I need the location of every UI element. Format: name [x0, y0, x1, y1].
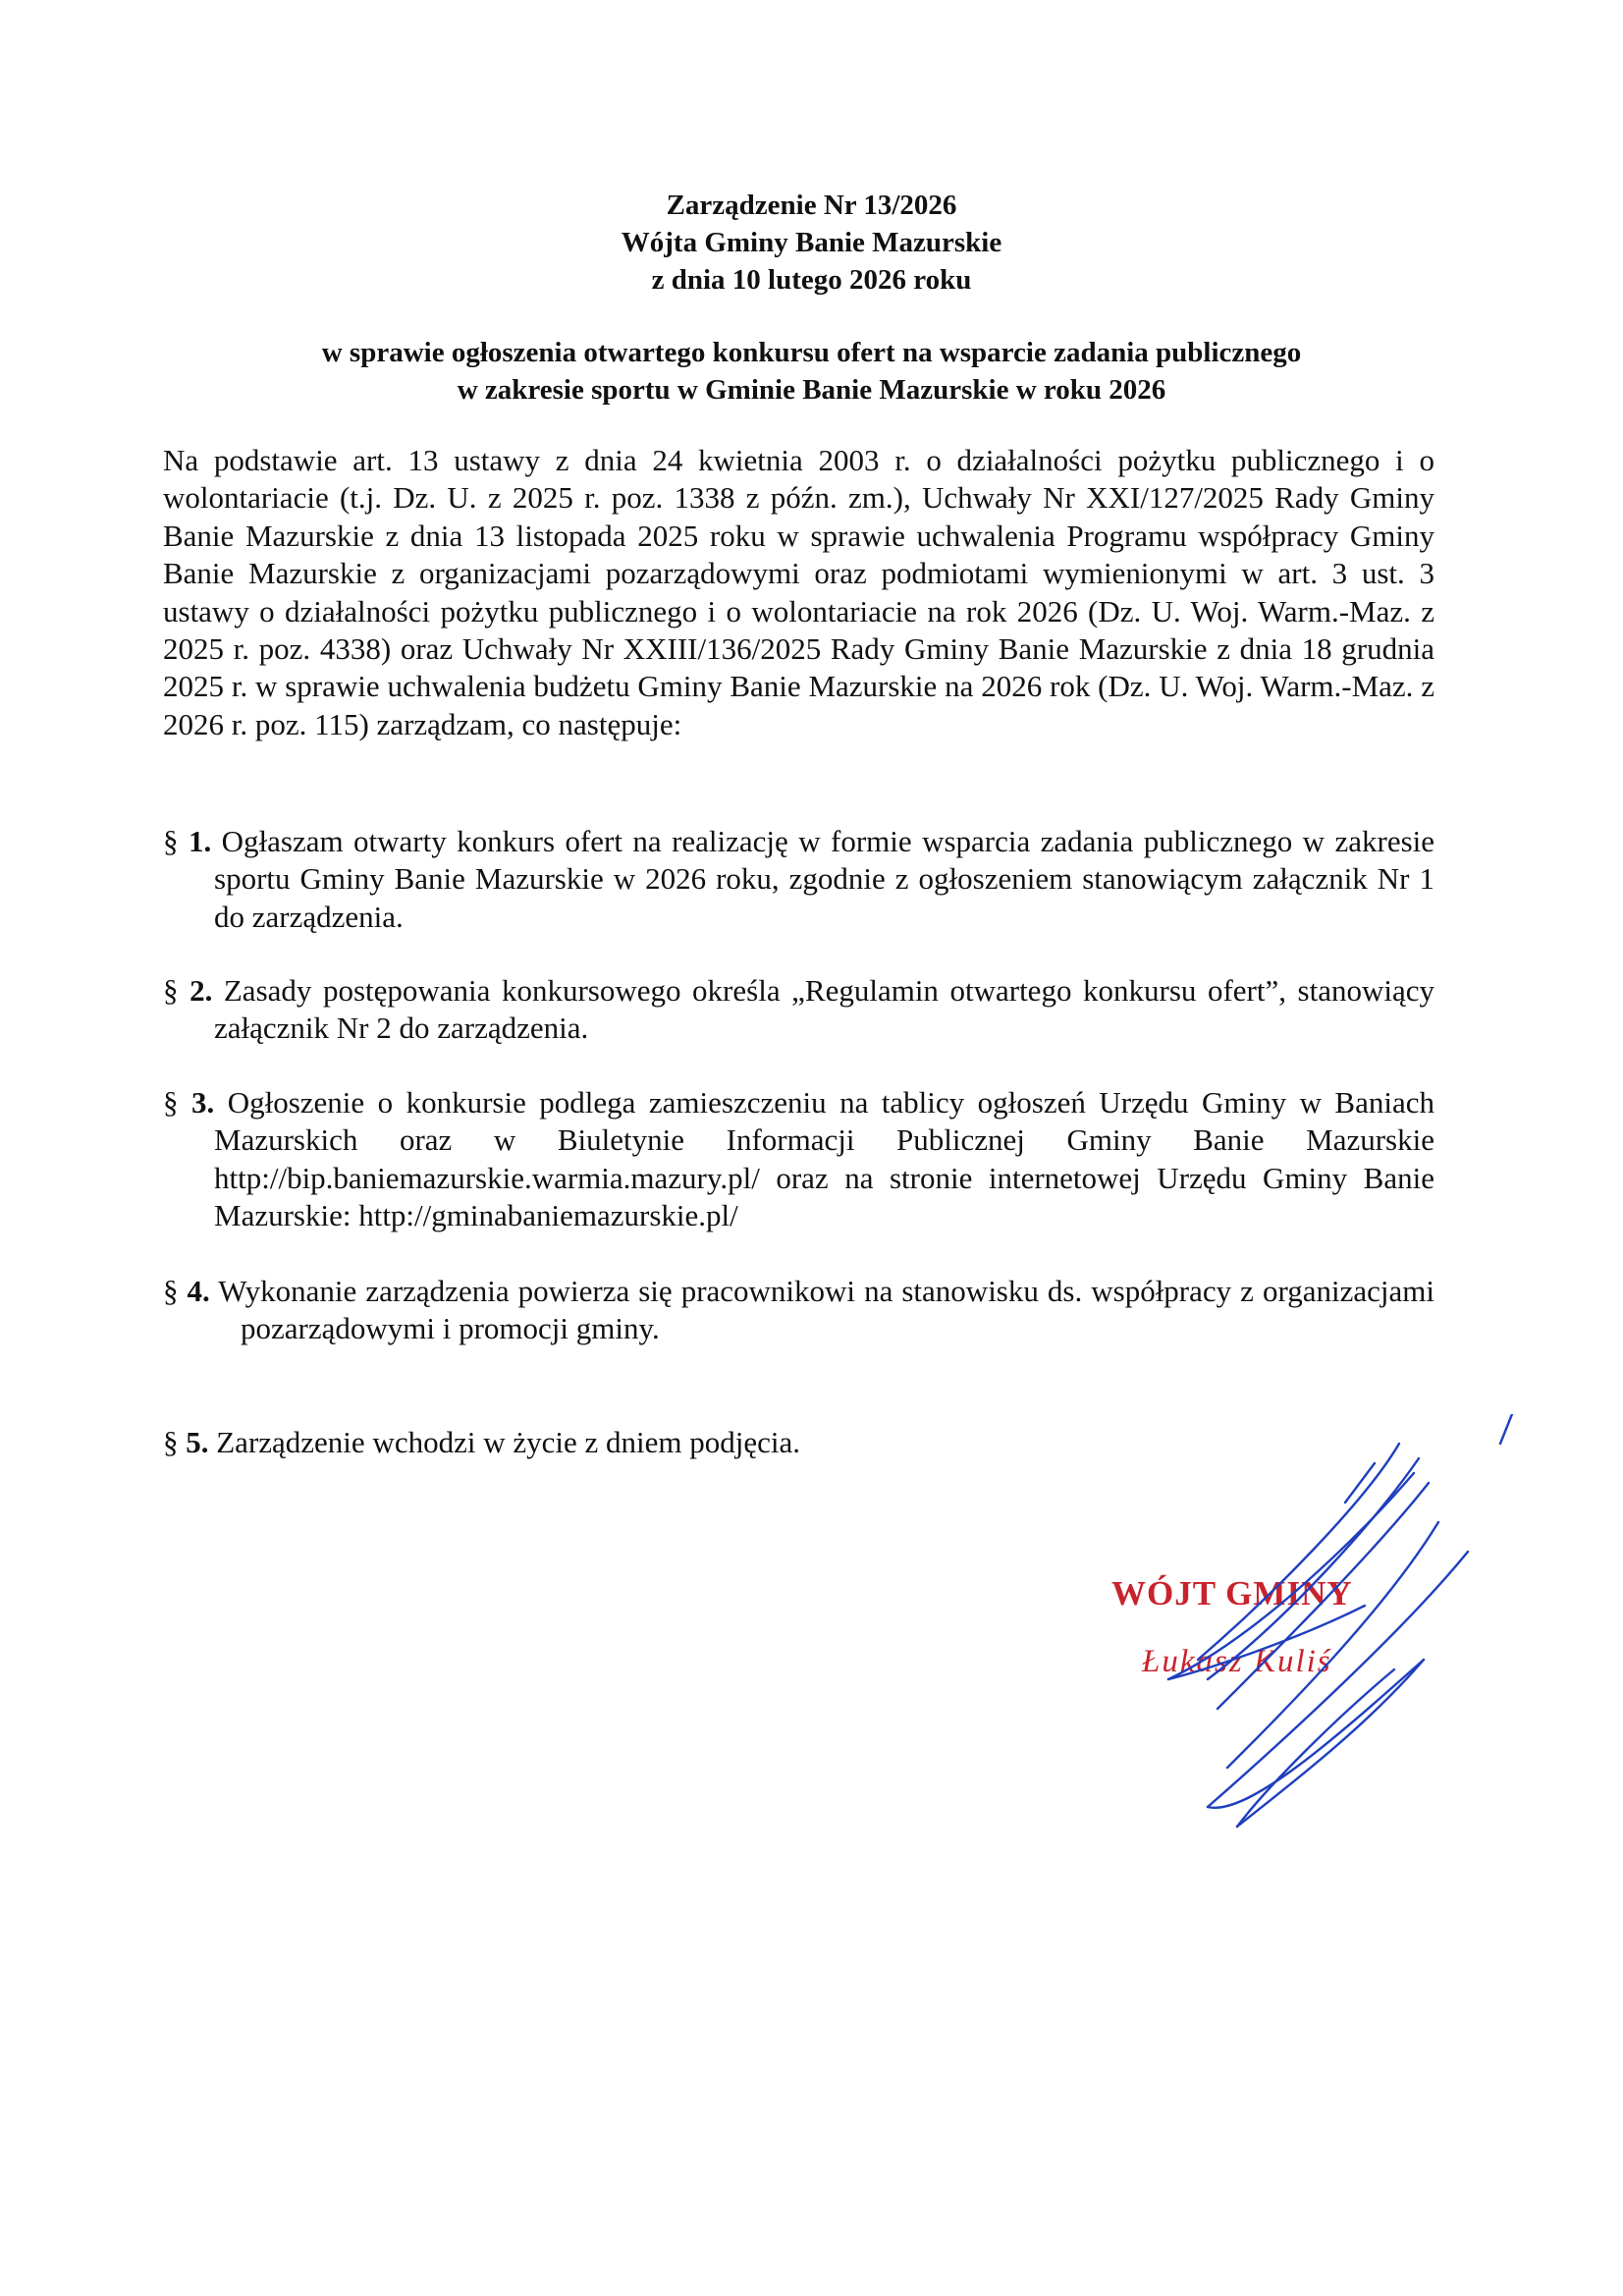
paragraph-4 — [163, 1273, 1434, 1348]
section-symbol: § — [163, 1085, 179, 1120]
legal-basis-preamble: Na podstawie art. 13 ustawy z dnia 24 kwietnia 2003 r. o działalności pożytku publicznego i o wolontariacie (t.j. Dz. U. z 2025 r. poz. 1338 z późn. zm.), Uchwały Nr XXI/127/2025 Rady Gminy Banie Mazurskie z dnia 13 listopada 2025 roku w sprawie uchwalenia Programu współpracy Gminy Banie Mazurskie z organizacjami pozarządowymi oraz podmiotami wymienionymi w art. 3 ust. 3 ustawy o działalności pożytku publicznego i o wolontariacie na rok 2026 (Dz. U. Woj. Warm.-Maz. z 2025 r. poz. 4338) oraz Uchwały Nr XXIII/136/2025 Rady Gminy Banie Mazurskie z dnia 18 grudnia 2025 r. w sprawie uchwalenia budżetu Gminy Banie Mazurskie na 2026 rok (Dz. U. Woj. Warm.-Maz. z 2026 r. poz. 115) zarządzam, co następuje: — [163, 443, 1434, 741]
paragraph-3 — [163, 1084, 1434, 1235]
paragraph-4-body — [163, 1273, 1434, 1348]
official-stamp-title: WÓJT GMINY — [1111, 1574, 1353, 1613]
paragraph-2-body — [163, 972, 1434, 1048]
handwritten-signature — [1041, 1414, 1551, 1886]
paragraph-text: Wykonanie zarządzenia powierza się pracownikowi na stanowisku ds. współpracy z organizacjami pozarządowymi i promocji gminy. — [218, 1274, 1434, 1346]
ordinance-subject — [0, 334, 1623, 409]
subject-line-2: w zakresie sportu w Gminie Banie Mazurskie w roku 2026 — [457, 374, 1166, 406]
section-symbol: § — [163, 1274, 179, 1308]
paragraph-3-body — [163, 1084, 1434, 1235]
ordinance-date: z dnia 10 lutego 2026 roku — [651, 264, 972, 296]
issuing-authority: Wójta Gminy Banie Mazurskie — [621, 227, 1002, 258]
paragraph-text: Zasady postępowania konkursowego określa „Regulamin otwartego konkursu ofert”, stanowiący załącznik Nr 2 do zarządzenia. — [214, 973, 1434, 1046]
official-stamp-name: Łukasz Kuliś — [1142, 1644, 1332, 1679]
paragraph-number: 3. — [190, 1085, 215, 1120]
paragraph-2 — [163, 972, 1434, 1048]
paragraph-number: 4. — [187, 1274, 210, 1308]
paragraph-text: Ogłaszam otwarty konkurs ofert na realizację w formie wsparcia zadania publicznego w zakresie sportu Gminy Banie Mazurskie w 2026 roku, zgodnie z ogłoszeniem stanowiącym załącznik Nr 1 do zarządzenia. — [214, 824, 1435, 934]
section-symbol: § — [163, 824, 179, 858]
document-header — [0, 187, 1623, 299]
paragraph-number: 2. — [189, 973, 213, 1008]
paragraph-number: 5. — [186, 1425, 209, 1459]
ordinance-number: Zarządzenie Nr 13/2026 — [666, 190, 957, 221]
paragraph-1-body — [163, 823, 1434, 936]
paragraph-text: Ogłoszenie o konkursie podlega zamieszczeniu na tablicy ogłoszeń Urzędu Gminy w Baniach Mazurskich oraz w Biuletynie Informacji Publicznej Gminy Banie Mazurskie http://bip.baniemazurskie.warmia.mazury.pl/ oraz na stronie internetowej Urzędu Gminy Banie Mazurskie: http://gminabaniemazurskie.pl/ — [214, 1085, 1435, 1233]
subject-line-1: w sprawie ogłoszenia otwartego konkursu ofert na wsparcie zadania publicznego — [321, 337, 1302, 368]
paragraph-1 — [163, 823, 1434, 936]
section-symbol: § — [163, 1425, 179, 1459]
paragraph-text: Zarządzenie wchodzi w życie z dniem podjęcia. — [216, 1425, 800, 1459]
paragraph-number: 1. — [188, 824, 212, 858]
section-symbol: § — [163, 973, 179, 1008]
